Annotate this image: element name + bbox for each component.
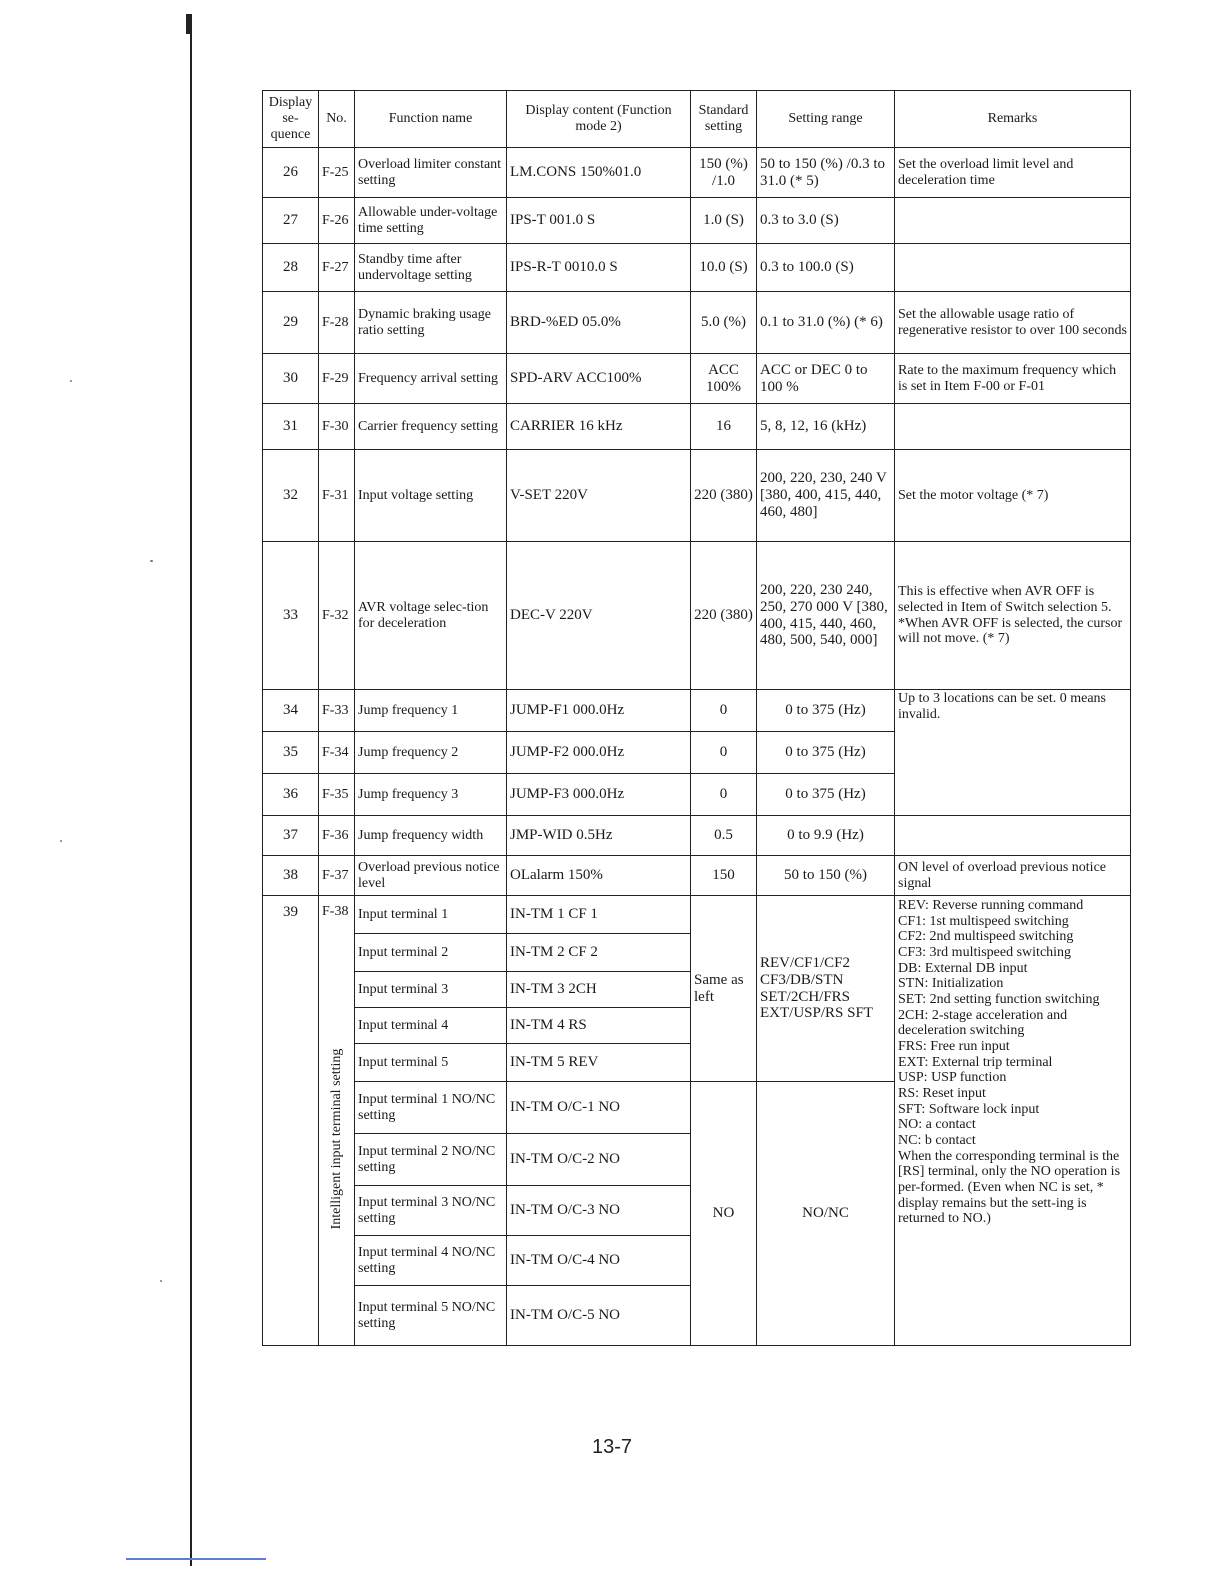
range-cell: 0.3 to 100.0 (S) [757,244,895,292]
display-content-cell: IN-TM 1 CF 1 [507,896,691,934]
function-name-cell: Frequency arrival setting [355,354,507,404]
table-row [263,856,1131,896]
display-content-cell: IPS-R-T 0010.0 S [507,244,691,292]
remarks-cell [895,244,1131,292]
remarks-cell: ON level of overload previous notice signal [895,856,1131,896]
range-cell: 0.1 to 31.0 (%) (* 6) [757,292,895,354]
no-cell: F-25 [319,148,355,198]
remarks-cell [895,404,1131,450]
legend-line: NC: b contact [898,1133,976,1149]
legend-line: NO: a contact [898,1117,976,1133]
legend-line: CF3: 3rd multispeed switching [898,945,1072,961]
standard-cell: 220 (380) [691,542,757,690]
range-cell: 0.3 to 3.0 (S) [757,198,895,244]
standard-cell: ACC 100% [691,354,757,404]
header-display-sequence: Display se-quence [263,91,319,148]
display-content-cell: IPS-T 001.0 S [507,198,691,244]
no-cell: F-28 [319,292,355,354]
legend-line: USP: USP function [898,1070,1007,1086]
standard-cell: 0 [691,774,757,816]
table-row [263,292,1131,354]
legend-line: CF1: 1st multispeed switching [898,913,1069,929]
header-function-name: Function name [355,91,507,148]
seq-cell: 30 [263,354,319,404]
standard-cell: 150 (%) /1.0 [691,148,757,198]
remarks-cell: Set the allowable usage ratio of regenerative resistor to over 100 seconds [895,292,1131,354]
binding-edge-line [190,18,192,1566]
table-row [263,148,1131,198]
function-name-cell: Dynamic braking usage ratio setting [355,292,507,354]
seq-cell: 39 [263,896,319,1346]
range-cell: 0 to 375 (Hz) [757,732,895,774]
seq-cell: 28 [263,244,319,292]
table-row [263,690,1131,732]
function-name-cell: Jump frequency 2 [355,732,507,774]
seq-cell: 31 [263,404,319,450]
display-content-cell: IN-TM 4 RS [507,1008,691,1044]
standard-cell: 150 [691,856,757,896]
legend-line: RS: Reset input [898,1086,986,1102]
legend-line: FRS: Free run input [898,1039,1010,1055]
display-content-cell: DEC-V 220V [507,542,691,690]
standard-cell: NO [691,1082,757,1346]
table-row [263,354,1131,404]
standard-cell: 0 [691,732,757,774]
remarks-cell [895,198,1131,244]
display-content-cell: IN-TM O/C-3 NO [507,1186,691,1236]
range-cell: 5, 8, 12, 16 (kHz) [757,404,895,450]
function-name-cell: Input terminal 3 NO/NC setting [355,1186,507,1236]
display-content-cell: IN-TM 2 CF 2 [507,934,691,972]
function-name-cell: AVR voltage selec-tion for deceleration [355,542,507,690]
function-settings-table [262,90,1131,1346]
function-name-cell: Input voltage setting [355,450,507,542]
legend-line: STN: Initialization [898,976,1004,992]
table-header-row [263,91,1131,148]
display-content-cell: JUMP-F1 000.0Hz [507,690,691,732]
remarks-cell: This is effective when AVR OFF is selected in Item of Switch selection 5. *When AVR OFF is selected, the cursor will not move. (* 7) [895,542,1131,690]
seq-cell: 33 [263,542,319,690]
footer-blue-rule [126,1558,266,1560]
range-cell: 0 to 375 (Hz) [757,690,895,732]
function-name-cell: Input terminal 2 [355,934,507,972]
remarks-cell: Rate to the maximum frequency which is set in Item F-00 or F-01 [895,354,1131,404]
range-cell: ACC or DEC 0 to 100 % [757,354,895,404]
no-cell: F-26 [319,198,355,244]
legend-line: REV: Reverse running command [898,898,1084,913]
no-cell: F-32 [319,542,355,690]
no-cell: F-29 [319,354,355,404]
display-content-cell: JMP-WID 0.5Hz [507,816,691,856]
remarks-cell: Up to 3 locations can be set. 0 means invalid. [895,690,1131,816]
legend-line: EXT: External trip terminal [898,1054,1053,1070]
seq-cell: 35 [263,732,319,774]
display-content-cell: JUMP-F3 000.0Hz [507,774,691,816]
table-row [263,542,1131,690]
display-content-cell: IN-TM O/C-4 NO [507,1236,691,1286]
no-cell: F-30 [319,404,355,450]
display-content-cell: IN-TM O/C-2 NO [507,1134,691,1186]
function-name-cell: Overload limiter constant setting [355,148,507,198]
no-cell: F-31 [319,450,355,542]
display-content-cell: CARRIER 16 kHz [507,404,691,450]
legend-line: CF2: 2nd multispeed switching [898,929,1074,945]
table-row [263,816,1131,856]
group-label-cell [319,934,355,1346]
function-name-cell: Input terminal 1 [355,896,507,934]
header-standard-setting: Standard setting [691,91,757,148]
seq-cell: 27 [263,198,319,244]
function-name-cell: Input terminal 5 NO/NC setting [355,1286,507,1346]
standard-cell: 220 (380) [691,450,757,542]
no-cell: F-36 [319,816,355,856]
display-content-cell: V-SET 220V [507,450,691,542]
header-remarks: Remarks [895,91,1131,148]
remarks-cell-terminal-legend [895,896,1131,1346]
function-name-cell: Input terminal 1 NO/NC setting [355,1082,507,1134]
remarks-cell: Set the overload limit level and deceleration time [895,148,1131,198]
range-cell: NO/NC [757,1082,895,1346]
seq-cell: 26 [263,148,319,198]
display-content-cell: SPD-ARV ACC100% [507,354,691,404]
function-name-cell: Input terminal 5 [355,1044,507,1082]
no-cell: F-35 [319,774,355,816]
table-row [263,404,1131,450]
function-name-cell: Input terminal 3 [355,972,507,1008]
table-row-input-terminal-1 [263,896,1131,934]
no-cell: F-38 [319,896,355,934]
seq-cell: 38 [263,856,319,896]
function-name-cell: Jump frequency 1 [355,690,507,732]
standard-cell: 10.0 (S) [691,244,757,292]
legend-line: DB: External DB input [898,960,1028,976]
function-name-cell: Overload previous notice level [355,856,507,896]
standard-cell: 0 [691,690,757,732]
legend-line: 2CH: 2-stage acceleration and deceleration switching [898,1007,1068,1039]
range-cell: 200, 220, 230, 240 V [380, 400, 415, 440, 460, 480] [757,450,895,542]
function-name-cell: Jump frequency 3 [355,774,507,816]
scan-speck [70,380,72,382]
no-cell: F-37 [319,856,355,896]
seq-cell: 36 [263,774,319,816]
group-label-intelligent-input-terminal-setting: Intelligent input terminal setting [328,1048,344,1230]
function-name-cell: Input terminal 4 [355,1008,507,1044]
range-cell: REV/CF1/CF2 CF3/DB/STN SET/2CH/FRS EXT/USP/RS SFT [757,896,895,1082]
function-name-cell: Input terminal 2 NO/NC setting [355,1134,507,1186]
scan-speck [60,840,62,842]
legend-line: SFT: Software lock input [898,1101,1040,1117]
no-cell: F-34 [319,732,355,774]
function-name-cell: Standby time after undervoltage setting [355,244,507,292]
function-name-cell: Carrier frequency setting [355,404,507,450]
seq-cell: 34 [263,690,319,732]
seq-cell: 32 [263,450,319,542]
remarks-cell [895,816,1131,856]
legend-line: SET: 2nd setting function switching [898,992,1100,1008]
display-content-cell: IN-TM O/C-5 NO [507,1286,691,1346]
standard-cell: Same as left [691,896,757,1082]
function-name-cell: Jump frequency width [355,816,507,856]
standard-cell: 5.0 (%) [691,292,757,354]
range-cell: 200, 220, 230 240, 250, 270 000 V [380, 400, 415, 440, 460, 480, 500, 540, 000] [757,542,895,690]
function-name-cell: Allowable under-voltage time setting [355,198,507,244]
seq-cell: 37 [263,816,319,856]
display-content-cell: LM.CONS 150%01.0 [507,148,691,198]
display-content-cell: BRD-%ED 05.0% [507,292,691,354]
range-cell: 0 to 9.9 (Hz) [757,816,895,856]
display-content-cell: IN-TM O/C-1 NO [507,1082,691,1134]
table-row [263,450,1131,542]
display-content-cell: OLalarm 150% [507,856,691,896]
header-display-content: Display content (Function mode 2) [507,91,691,148]
remarks-cell: Set the motor voltage (* 7) [895,450,1131,542]
page-number: 13-7 [591,1436,633,1458]
table-row [263,198,1131,244]
legend-line: When the corresponding terminal is the [RS] terminal, only the NO operation is per-formed. (Even when NC is set, * display remains but the sett-ing is returned to NO.) [898,1148,1121,1227]
standard-cell: 1.0 (S) [691,198,757,244]
range-cell: 50 to 150 (%) /0.3 to 31.0 (* 5) [757,148,895,198]
no-cell: F-27 [319,244,355,292]
function-name-cell: Input terminal 4 NO/NC setting [355,1236,507,1286]
no-cell: F-33 [319,690,355,732]
header-no: No. [319,91,355,148]
range-cell: 50 to 150 (%) [757,856,895,896]
scan-speck [150,560,153,562]
header-setting-range: Setting range [757,91,895,148]
display-content-cell: JUMP-F2 000.0Hz [507,732,691,774]
display-content-cell: IN-TM 5 REV [507,1044,691,1082]
table-row [263,244,1131,292]
seq-cell: 29 [263,292,319,354]
standard-cell: 16 [691,404,757,450]
standard-cell: 0.5 [691,816,757,856]
range-cell: 0 to 375 (Hz) [757,774,895,816]
display-content-cell: IN-TM 3 2CH [507,972,691,1008]
scan-speck [160,1280,162,1282]
